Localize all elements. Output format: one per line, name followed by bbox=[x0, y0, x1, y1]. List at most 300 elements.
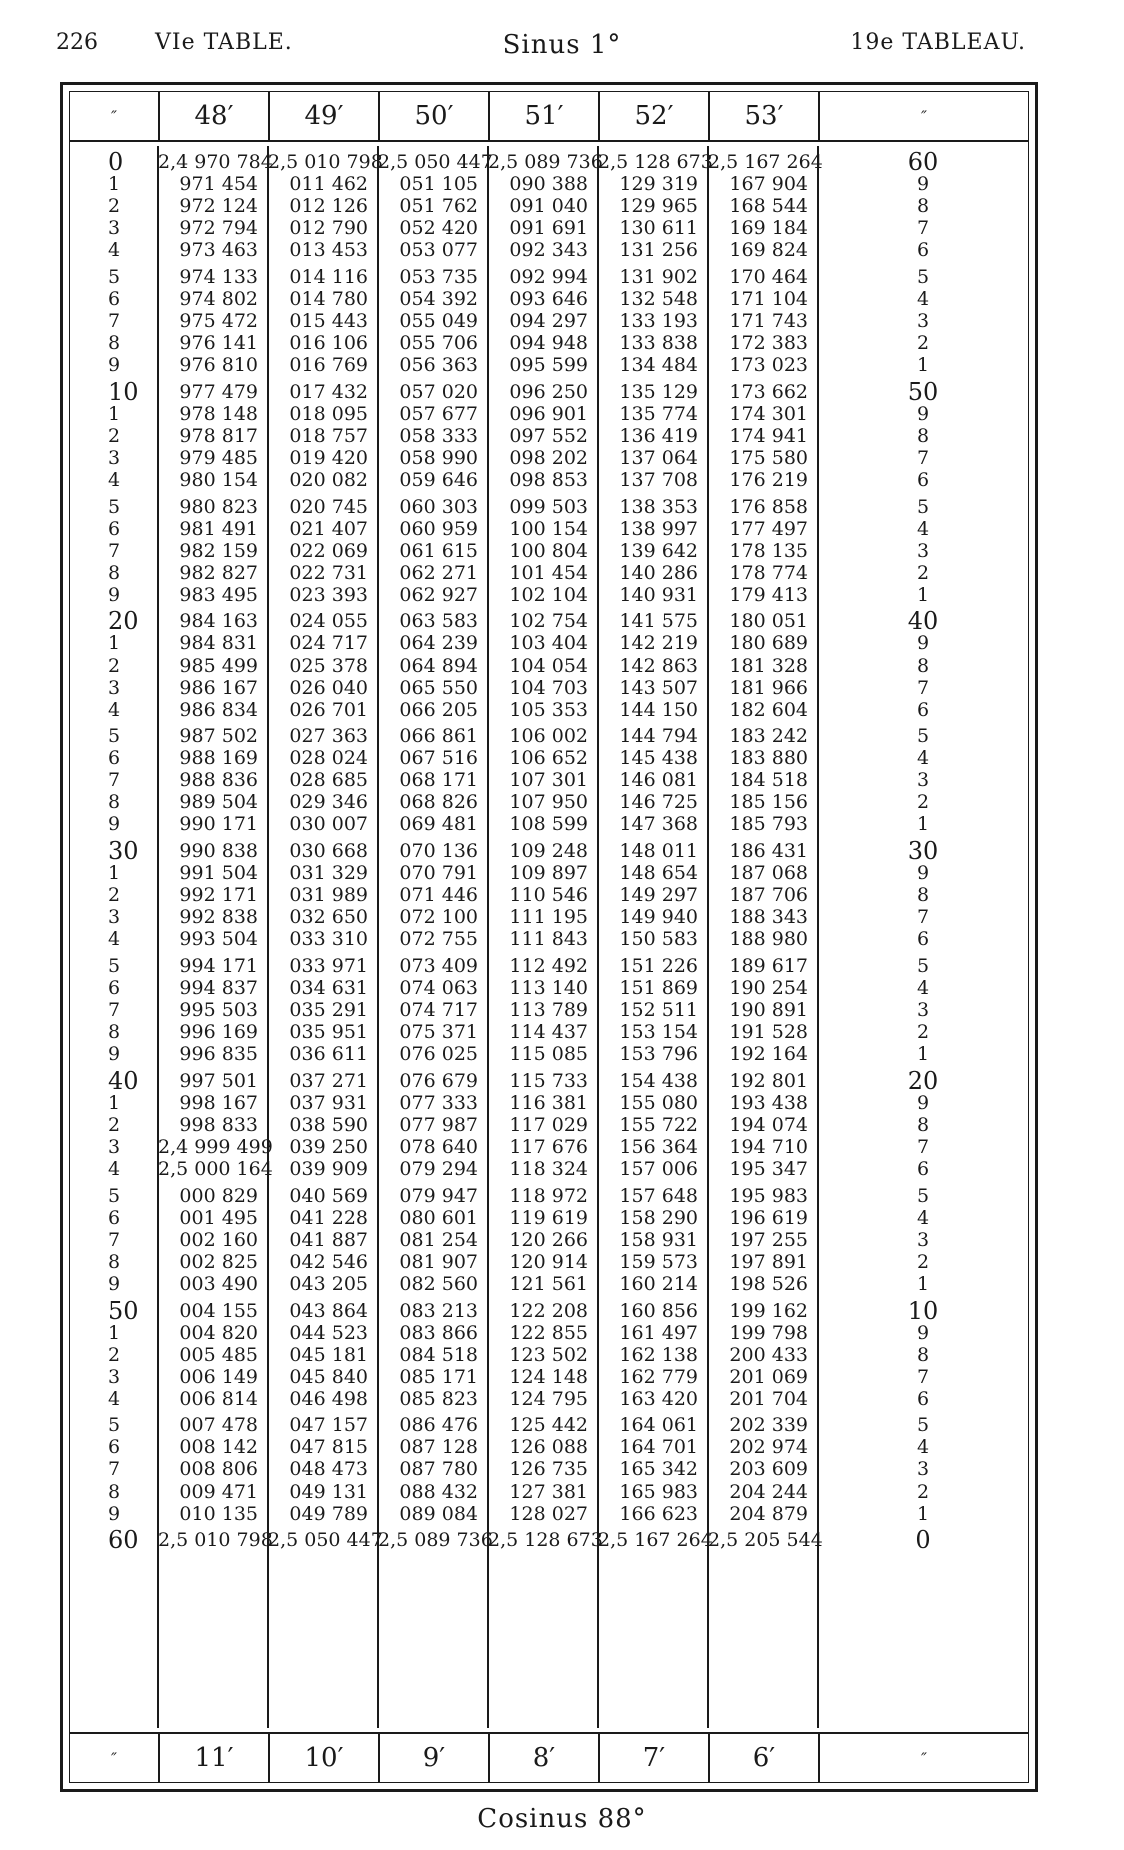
table-cell: 067 516 bbox=[399, 747, 478, 770]
row-seconds-label: 3 bbox=[108, 217, 121, 240]
table-cell: 121 561 bbox=[509, 1272, 588, 1295]
table-cell: 162 779 bbox=[619, 1365, 698, 1388]
table-row bbox=[70, 724, 1028, 748]
table-cell: 089 084 bbox=[399, 1502, 478, 1525]
table-cell: 055 706 bbox=[399, 332, 478, 354]
row-complement-label: 6 bbox=[916, 468, 930, 491]
table-cell: 204 244 bbox=[729, 1480, 808, 1503]
table-cell: 033 971 bbox=[289, 954, 368, 977]
row-complement-label: 2 bbox=[916, 1021, 930, 1044]
row-seconds-label: 1 bbox=[108, 1321, 121, 1344]
table-row bbox=[70, 1413, 1028, 1437]
table-row bbox=[70, 883, 1028, 907]
table-cell: 008 142 bbox=[179, 1436, 258, 1459]
table-cell: 172 383 bbox=[729, 332, 808, 354]
table-cell: 137 064 bbox=[619, 446, 698, 469]
table-cell: 142 863 bbox=[619, 654, 698, 677]
table-cell: 998 833 bbox=[179, 1113, 258, 1136]
table-cell: 176 858 bbox=[729, 495, 808, 518]
table-cell: 988 836 bbox=[179, 769, 258, 792]
table-cell: 132 548 bbox=[619, 287, 698, 310]
top-column-header-3: 50′ bbox=[378, 92, 488, 140]
table-cell: 971 454 bbox=[179, 173, 258, 196]
table-row bbox=[70, 583, 1028, 607]
row-seconds-label: 8 bbox=[108, 1250, 121, 1273]
table-cell: 174 941 bbox=[729, 424, 808, 447]
table-row bbox=[70, 353, 1028, 377]
table-cell: 165 983 bbox=[619, 1480, 698, 1503]
table-cell: 979 485 bbox=[179, 446, 258, 469]
table-cell: 045 840 bbox=[289, 1365, 368, 1388]
table-cell: 128 027 bbox=[509, 1502, 588, 1525]
table-cell: 184 518 bbox=[729, 769, 808, 792]
table-cell: 015 443 bbox=[289, 309, 368, 332]
table-row bbox=[70, 287, 1028, 311]
row-complement-label: 5 bbox=[916, 725, 930, 748]
row-seconds-label: 0 bbox=[108, 148, 124, 176]
table-cell: 002 825 bbox=[179, 1250, 258, 1273]
bottom-column-header-1: 11′ bbox=[158, 1734, 268, 1782]
row-seconds-label: 9 bbox=[108, 583, 121, 606]
table-cell: 192 164 bbox=[729, 1043, 808, 1066]
row-complement-label: 30 bbox=[907, 837, 939, 866]
table-cell: 194 074 bbox=[729, 1113, 808, 1136]
table-cell: 161 497 bbox=[619, 1321, 698, 1344]
table-cell: 011 462 bbox=[289, 173, 368, 196]
table-cell: 122 208 bbox=[509, 1299, 588, 1322]
row-complement-label: 4 bbox=[916, 287, 930, 310]
row-complement-label: 2 bbox=[916, 1480, 930, 1503]
row-seconds-label: 60 bbox=[108, 1526, 139, 1555]
table-cell: 178 774 bbox=[729, 561, 808, 584]
table-cell: 109 897 bbox=[509, 862, 588, 885]
row-complement-label: 2 bbox=[916, 332, 930, 354]
row-seconds-label: 5 bbox=[108, 265, 121, 288]
table-cell: 068 171 bbox=[399, 769, 478, 792]
row-complement-label: 8 bbox=[916, 884, 930, 907]
page-number: 226 bbox=[56, 30, 98, 55]
table-cell: 074 717 bbox=[399, 999, 478, 1022]
row-seconds-label: 4 bbox=[108, 1158, 121, 1180]
row-complement-label: 1 bbox=[916, 813, 930, 836]
table-cell: 2,5 205 544 bbox=[708, 1529, 823, 1552]
row-complement-label: 20 bbox=[907, 1066, 939, 1095]
table-cell: 155 080 bbox=[619, 1091, 698, 1114]
table-cell: 062 271 bbox=[399, 561, 478, 584]
table-cell: 146 725 bbox=[619, 791, 698, 814]
row-complement-label: 10 bbox=[907, 1296, 939, 1325]
table-cell: 076 025 bbox=[399, 1043, 478, 1066]
row-complement-label: 4 bbox=[916, 1436, 930, 1459]
row-complement-label: 3 bbox=[916, 999, 930, 1022]
table-cell: 144 150 bbox=[619, 698, 698, 721]
row-complement-label: 40 bbox=[907, 607, 939, 636]
table-cell: 101 454 bbox=[509, 561, 588, 584]
table-cell: 115 733 bbox=[509, 1069, 588, 1092]
row-seconds-label: 50 bbox=[108, 1296, 139, 1325]
table-cell: 107 301 bbox=[509, 769, 588, 792]
table-cell: 177 497 bbox=[729, 517, 808, 540]
table-cell: 123 502 bbox=[509, 1343, 588, 1366]
table-cell: 147 368 bbox=[619, 813, 698, 836]
row-seconds-label: 7 bbox=[108, 1458, 121, 1481]
table-cell: 049 789 bbox=[289, 1502, 368, 1525]
table-cell: 133 838 bbox=[619, 332, 698, 354]
table-cell: 019 420 bbox=[289, 446, 368, 469]
row-seconds-label: 40 bbox=[108, 1066, 139, 1095]
table-cell: 180 689 bbox=[729, 632, 808, 655]
table-cell: 091 040 bbox=[509, 195, 588, 218]
row-complement-label: 4 bbox=[916, 747, 930, 770]
table-row bbox=[70, 1250, 1028, 1274]
table-cell: 148 654 bbox=[619, 862, 698, 885]
table-cell: 047 157 bbox=[289, 1414, 368, 1437]
table-row bbox=[70, 1157, 1028, 1181]
row-seconds-label: 3 bbox=[108, 446, 121, 469]
table-row bbox=[70, 1113, 1028, 1137]
table-row bbox=[70, 1502, 1028, 1526]
table-cell: 028 024 bbox=[289, 747, 368, 770]
row-complement-label: 7 bbox=[916, 446, 930, 469]
bottom-column-header bbox=[70, 1732, 1028, 1782]
table-cell: 006 149 bbox=[179, 1365, 258, 1388]
table-cell: 138 353 bbox=[619, 495, 698, 518]
row-complement-label: 8 bbox=[916, 654, 930, 677]
table-row bbox=[70, 1091, 1028, 1115]
table-cell: 2,5 010 798 bbox=[158, 1529, 273, 1552]
table-cell: 033 310 bbox=[289, 928, 368, 951]
table-cell: 053 735 bbox=[399, 265, 478, 288]
table-cell: 099 503 bbox=[509, 495, 588, 518]
table-cell: 203 609 bbox=[729, 1458, 808, 1481]
table-cell: 131 902 bbox=[619, 265, 698, 288]
top-column-header-1: 48′ bbox=[158, 92, 268, 140]
table-cell: 129 965 bbox=[619, 195, 698, 218]
table-cell: 120 266 bbox=[509, 1228, 588, 1251]
table-cell: 165 342 bbox=[619, 1458, 698, 1481]
table-cell: 096 901 bbox=[509, 402, 588, 425]
row-seconds-label: 20 bbox=[108, 607, 139, 636]
top-column-header-2: 49′ bbox=[268, 92, 378, 140]
row-complement-label: 5 bbox=[916, 265, 930, 288]
table-cell: 191 528 bbox=[729, 1021, 808, 1044]
table-cell: 996 835 bbox=[179, 1043, 258, 1066]
row-seconds-label: 9 bbox=[108, 1502, 121, 1525]
table-cell: 171 743 bbox=[729, 309, 808, 332]
row-seconds-label: 1 bbox=[108, 1091, 121, 1114]
table-cell: 154 438 bbox=[619, 1069, 698, 1092]
row-seconds-label: 4 bbox=[108, 239, 121, 262]
table-cell: 976 810 bbox=[179, 354, 258, 377]
row-seconds-label: 6 bbox=[108, 1436, 121, 1459]
row-complement-label: 1 bbox=[916, 583, 930, 606]
table-cell: 162 138 bbox=[619, 1343, 698, 1366]
table-cell: 031 329 bbox=[289, 862, 368, 885]
table-cell: 104 703 bbox=[509, 676, 588, 699]
table-inner bbox=[69, 91, 1029, 1783]
bottom-column-header-6: 6′ bbox=[708, 1734, 818, 1782]
table-label: VIe TABLE. bbox=[155, 30, 293, 55]
table-cell: 084 518 bbox=[399, 1343, 478, 1366]
table-cell: 115 085 bbox=[509, 1043, 588, 1066]
table-cell: 149 297 bbox=[619, 884, 698, 907]
table-cell: 085 823 bbox=[399, 1387, 478, 1410]
table-row bbox=[70, 812, 1028, 836]
table-cell: 160 856 bbox=[619, 1299, 698, 1322]
table-cell: 200 433 bbox=[729, 1343, 808, 1366]
row-seconds-label: 6 bbox=[108, 747, 121, 770]
row-complement-label: 7 bbox=[916, 217, 930, 240]
table-row bbox=[70, 1066, 1028, 1095]
row-seconds-label: 1 bbox=[108, 402, 121, 425]
row-seconds-label: 4 bbox=[108, 928, 121, 951]
row-seconds-label: 9 bbox=[108, 1043, 121, 1066]
row-complement-label: 9 bbox=[916, 862, 930, 885]
table-cell: 188 343 bbox=[729, 906, 808, 929]
table-cell: 153 154 bbox=[619, 1021, 698, 1044]
table-cell: 058 333 bbox=[399, 424, 478, 447]
table-cell: 111 843 bbox=[509, 928, 588, 951]
table-cell: 055 049 bbox=[399, 309, 478, 332]
table-cell: 2,5 128 673 bbox=[598, 151, 713, 173]
row-seconds-label: 2 bbox=[108, 1113, 121, 1136]
table-cell: 181 966 bbox=[729, 676, 808, 699]
row-complement-label: 9 bbox=[916, 402, 930, 425]
table-cell: 982 159 bbox=[179, 539, 258, 562]
table-cell: 010 135 bbox=[179, 1502, 258, 1525]
bottom-column-header-3: 9′ bbox=[378, 1734, 488, 1782]
table-cell: 051 105 bbox=[399, 173, 478, 196]
table-cell: 117 676 bbox=[509, 1135, 588, 1158]
row-seconds-label: 6 bbox=[108, 1206, 121, 1229]
table-row bbox=[70, 1042, 1028, 1066]
table-cell: 041 887 bbox=[289, 1228, 368, 1251]
table-cell: 100 804 bbox=[509, 539, 588, 562]
bottom-column-header-4: 8′ bbox=[488, 1734, 598, 1782]
table-cell: 190 254 bbox=[729, 977, 808, 999]
table-cell: 042 546 bbox=[289, 1250, 368, 1273]
table-cell: 167 904 bbox=[729, 173, 808, 196]
table-cell: 2,5 050 447 bbox=[378, 151, 493, 173]
top-unit-right: ″ bbox=[818, 92, 1028, 140]
table-cell: 169 184 bbox=[729, 217, 808, 240]
table-cell: 024 717 bbox=[289, 632, 368, 655]
table-cell: 146 081 bbox=[619, 769, 698, 792]
table-cell: 129 319 bbox=[619, 173, 698, 196]
top-unit-left: ″ bbox=[111, 106, 117, 126]
table-cell: 106 002 bbox=[509, 725, 588, 748]
table-cell: 012 126 bbox=[289, 195, 368, 218]
table-cell: 189 617 bbox=[729, 954, 808, 977]
table-row bbox=[70, 1480, 1028, 1504]
table-cell: 2,5 010 798 bbox=[268, 151, 383, 173]
row-seconds-label: 4 bbox=[108, 468, 121, 491]
table-row bbox=[70, 495, 1028, 519]
row-seconds-label: 7 bbox=[108, 999, 121, 1022]
table-cell: 103 404 bbox=[509, 632, 588, 655]
table-cell: 978 148 bbox=[179, 402, 258, 425]
table-cell: 034 631 bbox=[289, 977, 368, 999]
table-row bbox=[70, 216, 1028, 240]
table-cell: 987 502 bbox=[179, 725, 258, 748]
row-seconds-label: 3 bbox=[108, 1135, 121, 1158]
table-cell: 104 054 bbox=[509, 654, 588, 677]
table-cell: 012 790 bbox=[289, 217, 368, 240]
table-cell: 176 219 bbox=[729, 468, 808, 491]
table-cell: 159 573 bbox=[619, 1250, 698, 1273]
table-cell: 037 271 bbox=[289, 1069, 368, 1092]
table-cell: 158 290 bbox=[619, 1206, 698, 1229]
bottom-unit-left: ″ bbox=[111, 1748, 117, 1768]
table-cell: 113 789 bbox=[509, 999, 588, 1022]
table-cell: 087 780 bbox=[399, 1458, 478, 1481]
table-cell: 122 855 bbox=[509, 1321, 588, 1344]
row-complement-label: 4 bbox=[916, 977, 930, 999]
row-complement-label: 6 bbox=[916, 1158, 930, 1180]
table-cell: 091 691 bbox=[509, 217, 588, 240]
table-cell: 982 827 bbox=[179, 561, 258, 584]
table-cell: 043 205 bbox=[289, 1272, 368, 1295]
row-complement-label: 5 bbox=[916, 1414, 930, 1437]
table-cell: 142 219 bbox=[619, 632, 698, 655]
row-seconds-label: 1 bbox=[108, 632, 121, 655]
table-cell: 170 464 bbox=[729, 265, 808, 288]
table-cell: 087 128 bbox=[399, 1436, 478, 1459]
row-seconds-label: 9 bbox=[108, 1272, 121, 1295]
table-cell: 036 611 bbox=[289, 1043, 368, 1066]
table-cell: 105 353 bbox=[509, 698, 588, 721]
table-cell: 106 652 bbox=[509, 747, 588, 770]
table-row bbox=[70, 927, 1028, 951]
row-seconds-label: 6 bbox=[108, 287, 121, 310]
table-cell: 174 301 bbox=[729, 402, 808, 425]
row-complement-label: 0 bbox=[915, 1526, 931, 1555]
table-cell: 109 248 bbox=[509, 840, 588, 863]
table-cell: 092 994 bbox=[509, 265, 588, 288]
table-cell: 006 814 bbox=[179, 1387, 258, 1410]
table-cell: 145 438 bbox=[619, 747, 698, 770]
table-cell: 984 831 bbox=[179, 632, 258, 655]
row-seconds-label: 5 bbox=[108, 725, 121, 748]
table-cell: 188 980 bbox=[729, 928, 808, 951]
table-cell: 102 754 bbox=[509, 610, 588, 633]
table-cell: 112 492 bbox=[509, 954, 588, 977]
table-cell: 031 989 bbox=[289, 884, 368, 907]
row-seconds-label: 1 bbox=[108, 173, 121, 196]
table-cell: 117 029 bbox=[509, 1113, 588, 1136]
table-cell: 013 453 bbox=[289, 239, 368, 262]
row-complement-label: 6 bbox=[916, 698, 930, 721]
row-seconds-label: 8 bbox=[108, 561, 121, 584]
row-seconds-label: 8 bbox=[108, 1480, 121, 1503]
table-cell: 080 601 bbox=[399, 1206, 478, 1229]
table-row bbox=[70, 1296, 1028, 1325]
table-cell: 100 154 bbox=[509, 517, 588, 540]
table-cell: 059 646 bbox=[399, 468, 478, 491]
row-complement-label: 1 bbox=[916, 1272, 930, 1295]
table-cell: 069 481 bbox=[399, 813, 478, 836]
table-row bbox=[70, 837, 1028, 866]
top-column-header-6: 53′ bbox=[708, 92, 818, 140]
table-row bbox=[70, 517, 1028, 541]
table-cell: 127 381 bbox=[509, 1480, 588, 1503]
tableau-label: 19e TABLEAU. bbox=[850, 30, 1026, 55]
table-cell: 030 668 bbox=[289, 840, 368, 863]
table-cell: 158 931 bbox=[619, 1228, 698, 1251]
table-cell: 057 020 bbox=[399, 380, 478, 403]
table-cell: 094 948 bbox=[509, 332, 588, 354]
table-cell: 181 328 bbox=[729, 654, 808, 677]
table-cell: 108 599 bbox=[509, 813, 588, 836]
row-seconds-label: 8 bbox=[108, 1021, 121, 1044]
table-cell: 186 431 bbox=[729, 840, 808, 863]
table-cell: 978 817 bbox=[179, 424, 258, 447]
top-column-header bbox=[70, 92, 1028, 142]
table-row bbox=[70, 698, 1028, 722]
table-cell: 008 806 bbox=[179, 1458, 258, 1481]
table-cell: 126 088 bbox=[509, 1436, 588, 1459]
row-complement-label: 5 bbox=[916, 495, 930, 518]
table-cell: 972 794 bbox=[179, 217, 258, 240]
table-cell: 014 116 bbox=[289, 265, 368, 288]
table-row bbox=[70, 194, 1028, 218]
table-cell: 039 909 bbox=[289, 1158, 368, 1180]
table-cell: 043 864 bbox=[289, 1299, 368, 1322]
table-cell: 081 254 bbox=[399, 1228, 478, 1251]
table-cell: 976 141 bbox=[179, 332, 258, 354]
table-cell: 201 704 bbox=[729, 1387, 808, 1410]
table-cell: 194 710 bbox=[729, 1135, 808, 1158]
table-cell: 061 615 bbox=[399, 539, 478, 562]
table-row bbox=[70, 1365, 1028, 1389]
table-row bbox=[70, 150, 1028, 174]
table-cell: 994 171 bbox=[179, 954, 258, 977]
table-cell: 054 392 bbox=[399, 287, 478, 310]
table-row bbox=[70, 861, 1028, 885]
row-complement-label: 9 bbox=[916, 632, 930, 655]
table-cell: 049 131 bbox=[289, 1480, 368, 1503]
table-row bbox=[70, 676, 1028, 700]
table-row bbox=[70, 331, 1028, 355]
table-cell: 137 708 bbox=[619, 468, 698, 491]
table-cell: 160 214 bbox=[619, 1272, 698, 1295]
table-row bbox=[70, 607, 1028, 636]
row-complement-label: 7 bbox=[916, 1365, 930, 1388]
table-cell: 083 213 bbox=[399, 1299, 478, 1322]
table-cell: 148 011 bbox=[619, 840, 698, 863]
row-seconds-label: 8 bbox=[108, 791, 121, 814]
table-cell: 035 951 bbox=[289, 1021, 368, 1044]
table-cell: 077 333 bbox=[399, 1091, 478, 1114]
top-column-header-5: 52′ bbox=[598, 92, 708, 140]
row-complement-label: 8 bbox=[916, 1343, 930, 1366]
table-cell: 093 646 bbox=[509, 287, 588, 310]
table-cell: 183 242 bbox=[729, 725, 808, 748]
row-seconds-label: 4 bbox=[108, 1387, 121, 1410]
table-cell: 021 407 bbox=[289, 517, 368, 540]
table-cell: 005 485 bbox=[179, 1343, 258, 1366]
table-cell: 157 006 bbox=[619, 1158, 698, 1180]
row-complement-label: 60 bbox=[907, 148, 939, 176]
row-complement-label: 8 bbox=[916, 195, 930, 218]
row-complement-label: 7 bbox=[916, 906, 930, 929]
table-cell: 195 347 bbox=[729, 1158, 808, 1180]
table-cell: 020 745 bbox=[289, 495, 368, 518]
table-cell: 085 171 bbox=[399, 1365, 478, 1388]
table-cell: 086 476 bbox=[399, 1414, 478, 1437]
table-cell: 994 837 bbox=[179, 977, 258, 999]
table-cell: 030 007 bbox=[289, 813, 368, 836]
